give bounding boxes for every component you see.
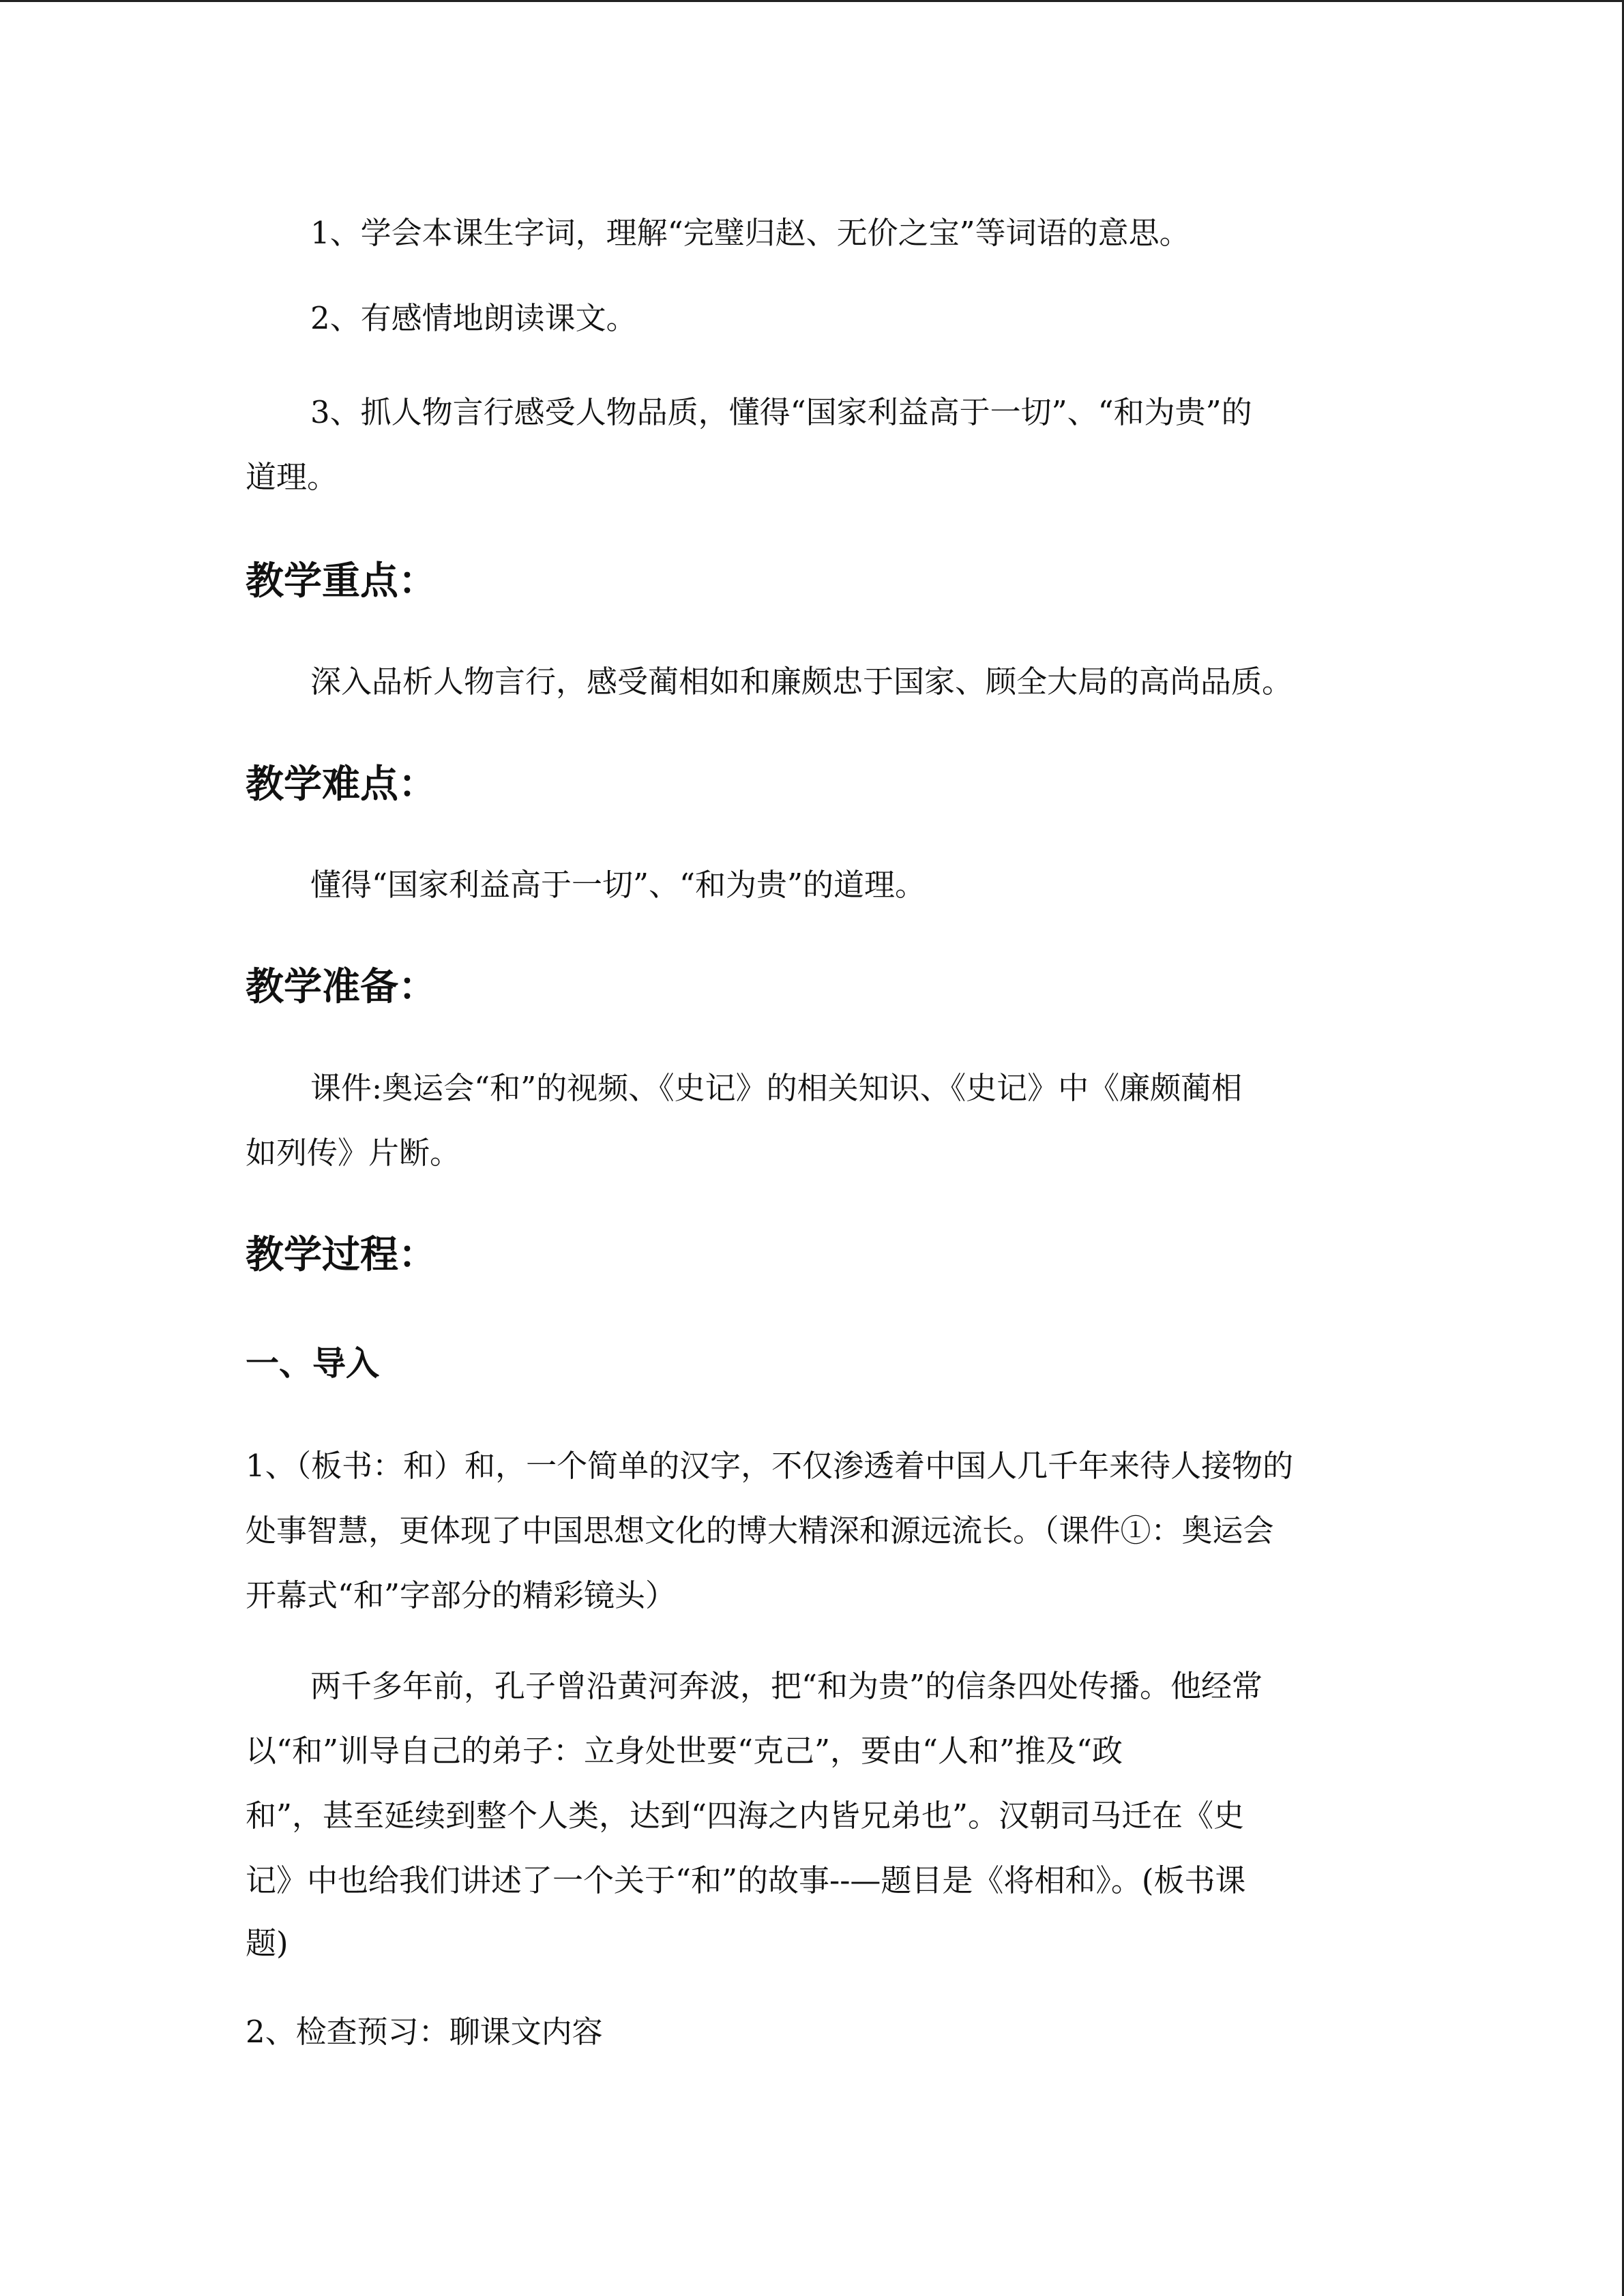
difficulty-text: 懂得“国家利益高于一切”、“和为贵”的道理。 [310,867,926,903]
intro-para-2-line-2: 以“和”训导自己的弟子：立身处世要“克己”，要由“人和”推及“政 [246,1733,1123,1769]
key-point-heading: 教学重点： [246,559,437,603]
intro-para-2-line-1: 两千多年前，孔子曾沿黄河奔波，把“和为贵”的信条四处传播。他经常 [310,1668,1263,1704]
process-heading: 教学过程： [246,1233,437,1277]
intro-para-2-line-3: 和”，甚至延续到整个人类，达到“四海之内皆兄弟也”。汉朝司马迁在《史 [246,1798,1245,1834]
intro-para-3: 2、检查预习：聊课文内容 [246,2014,603,2050]
intro-para-2-line-5: 题) [246,1925,289,1961]
intro-para-1-line-2: 处事智慧，更体现了中国思想文化的博大精深和源远流长。（课件①：奥运会 [246,1512,1274,1549]
objective-3-continued: 道理。 [246,459,338,495]
preparation-line-1: 课件:奥运会“和”的视频、《史记》的相关知识、《史记》中《廉颇蔺相 [310,1070,1243,1106]
objective-3: 3、抓人物言行感受人物品质，懂得“国家利益高于一切”、“和为贵”的 [310,394,1252,430]
intro-para-2-line-4: 记》中也给我们讲述了一个关于“和”的故事--—题目是《将相和》。(板书课 [246,1862,1246,1898]
objective-1: 1、学会本课生字词，理解“完璧归赵、无价之宝”等词语的意思。 [310,215,1190,251]
intro-para-1-line-3: 开幕式“和”字部分的精彩镜头） [246,1577,677,1613]
section-one-title: 一、导入 [246,1344,380,1383]
key-point-text: 深入品析人物言行，感受蔺相如和廉颇忠于国家、顾全大局的高尚品质。 [310,664,1293,700]
objective-2: 2、有感情地朗读课文。 [310,300,637,336]
preparation-heading: 教学准备： [246,965,437,1009]
difficulty-heading: 教学难点： [246,762,437,807]
intro-para-1-line-1: 1、（板书：和）和，一个简单的汉字，不仅渗透着中国人几千年来待人接物的 [246,1448,1294,1484]
preparation-line-2: 如列传》片断。 [246,1135,461,1171]
